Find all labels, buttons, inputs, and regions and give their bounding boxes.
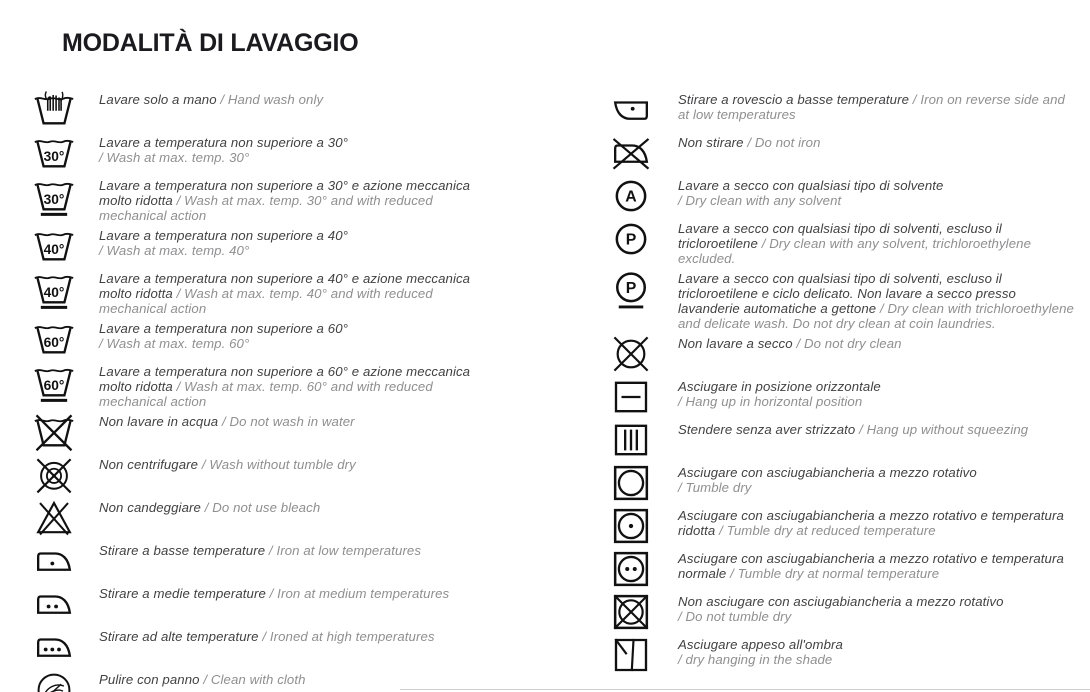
- label-english: / Wash without tumble dry: [198, 457, 356, 472]
- care-item-label: [678, 592, 1004, 624]
- iron-high-icon: [33, 627, 75, 667]
- label-italian: Lavare a secco con qualsiasi tipo di solventi, escluso il tricloroetilene: [678, 221, 1002, 251]
- label-english: / Dry clean with any solvent: [678, 193, 842, 208]
- label-italian: Lavare a temperatura non superiore a 30°: [99, 135, 348, 150]
- care-item-label: [678, 635, 843, 667]
- svg-text:40°: 40°: [43, 241, 65, 257]
- care-item-tumble-dry: [610, 463, 1090, 503]
- label-english: / Do not dry clean: [792, 336, 902, 351]
- label-italian: Lavare a temperatura non superiore a 30° e azione meccanica molto ridotta: [99, 178, 471, 208]
- care-item-wash-40-reduced: [33, 269, 610, 316]
- dry-in-shade-icon: [610, 635, 652, 675]
- care-item-label: [99, 176, 481, 223]
- label-italian: Non centrifugare: [99, 457, 199, 472]
- left-column: [33, 90, 610, 692]
- label-english: / Wash at max. temp. 40° and with reduced mechanical action: [99, 286, 433, 316]
- care-item-label: [99, 133, 348, 165]
- label-italian: Stirare ad alte temperature: [99, 629, 259, 644]
- care-item-hand-wash: [33, 90, 610, 130]
- label-english: / Do not use bleach: [200, 500, 321, 515]
- care-item-label: [99, 362, 481, 409]
- care-item-label: [99, 541, 421, 558]
- label-italian: Stirare a medie temperature: [99, 586, 266, 601]
- care-item-wash-60: [33, 319, 610, 359]
- label-italian: Asciugare appeso all'ombra: [678, 637, 843, 652]
- label-italian: Stirare a basse temperature: [99, 543, 266, 558]
- page-title: MODALITÀ DI LAVAGGIO: [62, 28, 359, 57]
- care-item-label: [99, 455, 356, 472]
- care-item-dry-clean-p: [610, 219, 1090, 266]
- care-item-no-wring: [610, 420, 1090, 460]
- label-english: / Wash at max. temp. 30° and with reduced mechanical action: [99, 193, 433, 223]
- columns-container: [33, 90, 1090, 692]
- do-not-spin-icon: [33, 455, 75, 495]
- do-not-wash-icon: [33, 412, 75, 452]
- label-italian: Lavare a secco con qualsiasi tipo di solventi, escluso il tricloroetilene e ciclo delicato. Non lavare a secco presso lavanderie automatiche a gettone: [678, 271, 1016, 316]
- care-item-iron-reverse: [610, 90, 1090, 130]
- label-english: / Wash at max. temp. 60°: [99, 336, 250, 351]
- care-item-dry-horizontal: [610, 377, 1090, 417]
- care-item-label: [99, 226, 348, 258]
- dry-clean-p-delicate-icon: [610, 269, 652, 309]
- care-item-dry-clean-p-delicate: [610, 269, 1090, 331]
- label-english: / Hand wash only: [216, 92, 324, 107]
- care-item-wash-60-reduced: [33, 362, 610, 409]
- label-italian: Lavare a temperatura non superiore a 40°: [99, 228, 348, 243]
- label-english: / Ironed at high temperatures: [258, 629, 435, 644]
- label-italian: Lavare a temperatura non superiore a 60° e azione meccanica molto ridotta: [99, 364, 471, 394]
- care-item-label: [678, 463, 977, 495]
- label-english: / Wash at max. temp. 40°: [99, 243, 250, 258]
- label-english: / Wash at max. temp. 60° and with reduced mechanical action: [99, 379, 433, 409]
- tumble-dry-low-icon: [610, 506, 652, 546]
- label-italian: Non lavare a secco: [678, 336, 793, 351]
- care-item-label: [678, 420, 1028, 437]
- care-item-label: [99, 269, 481, 316]
- label-english: / Hang up without squeezing: [855, 422, 1029, 437]
- care-item-wash-40: [33, 226, 610, 266]
- label-english: / Dry clean with any solvent, trichloroethylene excluded.: [678, 236, 1032, 266]
- care-item-iron-high: [33, 627, 610, 667]
- label-english: / Do not tumble dry: [678, 609, 792, 624]
- do-not-dry-clean-icon: [610, 334, 652, 374]
- care-item-label: [678, 506, 1074, 538]
- care-item-label: [678, 549, 1074, 581]
- label-italian: Lavare a temperatura non superiore a 40° e azione meccanica molto ridotta: [99, 271, 471, 301]
- clean-with-cloth-icon: [33, 670, 75, 692]
- care-item-label: [99, 670, 306, 687]
- iron-reverse-icon: [610, 90, 652, 130]
- svg-text:30°: 30°: [43, 191, 65, 207]
- label-italian: Stirare a rovescio a basse temperature: [678, 92, 910, 107]
- do-not-bleach-icon: [33, 498, 75, 538]
- right-column: [610, 90, 1090, 678]
- label-italian: Lavare a temperatura non superiore a 60°: [99, 321, 348, 336]
- svg-text:P: P: [625, 279, 637, 297]
- iron-low-icon: [33, 541, 75, 581]
- care-item-label: [99, 584, 449, 601]
- care-item-label: [99, 412, 355, 429]
- do-not-tumble-dry-icon: [610, 592, 652, 632]
- care-item-tumble-dry-low: [610, 506, 1090, 546]
- svg-text:60°: 60°: [43, 334, 65, 350]
- do-not-iron-icon: [610, 133, 652, 173]
- care-item-label: [678, 377, 881, 409]
- care-item-do-not-spin: [33, 455, 610, 495]
- wash-60-reduced-icon: [33, 362, 75, 402]
- care-item-do-not-dry-clean: [610, 334, 1090, 374]
- care-item-do-not-iron: [610, 133, 1090, 173]
- dry-clean-any-solvent-icon: [610, 176, 652, 216]
- wash-30-reduced-icon: [33, 176, 75, 216]
- care-item-dry-in-shade: [610, 635, 1090, 675]
- care-item-iron-medium: [33, 584, 610, 624]
- label-english: / Wash at max. temp. 30°: [99, 150, 250, 165]
- label-english: / Iron at low temperatures: [265, 543, 422, 558]
- care-item-iron-low: [33, 541, 610, 581]
- care-item-label: [678, 176, 943, 208]
- svg-text:30°: 30°: [43, 148, 65, 164]
- label-italian: Non asciugare con asciugabiancheria a mezzo rotativo: [678, 594, 1004, 609]
- label-italian: Non lavare in acqua: [99, 414, 219, 429]
- bottom-divider: [400, 689, 1090, 690]
- care-item-wash-30: [33, 133, 610, 173]
- tumble-dry-normal-icon: [610, 549, 652, 589]
- no-wring-icon: [610, 420, 652, 460]
- label-english: / Do not iron: [743, 135, 821, 150]
- label-italian: Stendere senza aver strizzato: [678, 422, 856, 437]
- care-item-label: [99, 90, 323, 107]
- care-item-label: [678, 219, 1074, 266]
- care-item-label: [678, 133, 821, 150]
- wash-30-icon: [33, 133, 75, 173]
- label-italian: Lavare a secco con qualsiasi tipo di solvente: [678, 178, 944, 193]
- label-italian: Lavare solo a mano: [99, 92, 217, 107]
- care-item-label: [678, 90, 1074, 122]
- svg-text:A: A: [625, 188, 637, 206]
- label-italian: Non candeggiare: [99, 500, 201, 515]
- label-italian: Asciugare con asciugabiancheria a mezzo rotativo e temperatura normale: [678, 551, 1064, 581]
- label-italian: Pulire con panno: [99, 672, 200, 687]
- care-item-label: [99, 498, 320, 515]
- svg-text:60°: 60°: [43, 377, 65, 393]
- svg-text:P: P: [625, 231, 637, 249]
- label-english: / Dry clean with trichloroethylene and delicate wash. Do not dry clean at coin laundries.: [678, 301, 1074, 331]
- label-english: / dry hanging in the shade: [678, 652, 833, 667]
- care-item-wash-30-reduced: [33, 176, 610, 223]
- dry-clean-p-icon: [610, 219, 652, 259]
- care-item-do-not-wash: [33, 412, 610, 452]
- label-english: / Tumble dry: [678, 480, 752, 495]
- hand-wash-icon: [33, 90, 75, 130]
- care-item-label: [99, 627, 435, 644]
- label-italian: Non stirare: [678, 135, 744, 150]
- dry-horizontal-icon: [610, 377, 652, 417]
- label-english: / Tumble dry at normal temperature: [726, 566, 940, 581]
- label-english: / Iron at medium temperatures: [265, 586, 450, 601]
- label-english: / Tumble dry at reduced temperature: [715, 523, 936, 538]
- care-item-dry-clean-any-solvent: [610, 176, 1090, 216]
- care-item-tumble-dry-normal: [610, 549, 1090, 589]
- care-item-label: [99, 319, 348, 351]
- label-english: / Hang up in horizontal position: [678, 394, 863, 409]
- care-item-label: [678, 269, 1074, 331]
- tumble-dry-icon: [610, 463, 652, 503]
- wash-40-reduced-icon: [33, 269, 75, 309]
- wash-40-icon: [33, 226, 75, 266]
- label-italian: Asciugare in posizione orizzontale: [678, 379, 881, 394]
- label-english: / Clean with cloth: [199, 672, 306, 687]
- svg-text:40°: 40°: [43, 284, 65, 300]
- label-italian: Asciugare con asciugabiancheria a mezzo rotativo: [678, 465, 977, 480]
- wash-60-icon: [33, 319, 75, 359]
- label-english: / Iron on reverse side and at low temperatures: [678, 92, 1065, 122]
- label-italian: Asciugare con asciugabiancheria a mezzo rotativo e temperatura ridotta: [678, 508, 1064, 538]
- label-english: / Do not wash in water: [218, 414, 355, 429]
- care-item-do-not-tumble-dry: [610, 592, 1090, 632]
- care-item-do-not-bleach: [33, 498, 610, 538]
- iron-medium-icon: [33, 584, 75, 624]
- care-item-label: [678, 334, 902, 351]
